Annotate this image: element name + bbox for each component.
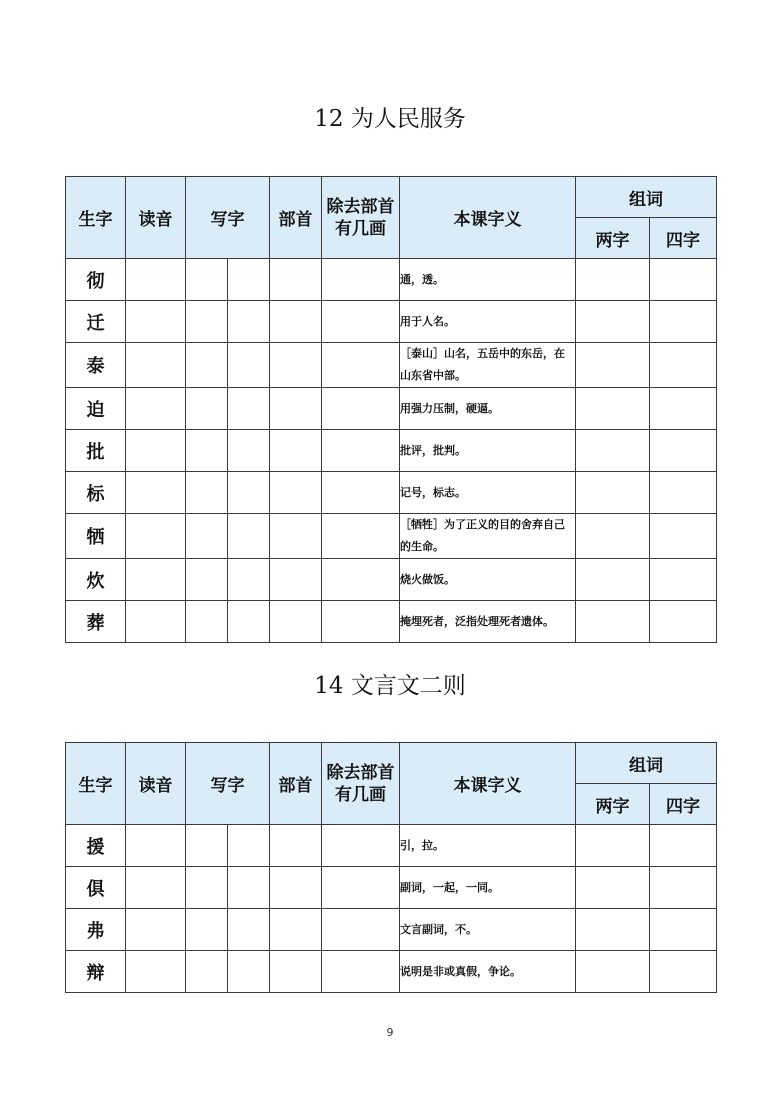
writing-cell-1[interactable] xyxy=(186,514,228,559)
writing-cell-1[interactable] xyxy=(186,343,228,388)
header-group xyxy=(66,743,717,825)
two-char-phrase-cell[interactable] xyxy=(576,343,650,388)
new-char-cell: 葬 xyxy=(66,601,126,643)
two-char-phrase-cell[interactable] xyxy=(576,559,650,601)
table-row xyxy=(66,867,717,909)
writing-cell-1[interactable] xyxy=(186,301,228,343)
strokes-cell[interactable] xyxy=(322,514,400,559)
four-char-phrase-cell[interactable] xyxy=(650,388,717,430)
pronunciation-cell[interactable] xyxy=(126,867,186,909)
writing-cell-1[interactable] xyxy=(186,951,228,993)
table-row xyxy=(66,388,717,430)
header-strokes: 除去部首有几画 xyxy=(322,743,400,825)
writing-cell-2[interactable] xyxy=(228,514,270,559)
writing-cell-1[interactable] xyxy=(186,388,228,430)
four-char-phrase-cell[interactable] xyxy=(650,867,717,909)
two-char-phrase-cell[interactable] xyxy=(576,601,650,643)
strokes-cell[interactable] xyxy=(322,909,400,951)
header-phrases: 组词 xyxy=(576,177,717,218)
writing-cell-1[interactable] xyxy=(186,867,228,909)
radical-cell[interactable] xyxy=(270,909,322,951)
pronunciation-cell[interactable] xyxy=(126,388,186,430)
writing-cell-2[interactable] xyxy=(228,388,270,430)
strokes-cell[interactable] xyxy=(322,388,400,430)
pronunciation-cell[interactable] xyxy=(126,259,186,301)
pronunciation-cell[interactable] xyxy=(126,559,186,601)
radical-cell[interactable] xyxy=(270,825,322,867)
header-radical: 部首 xyxy=(270,177,322,259)
meaning-cell: 记号，标志。 xyxy=(400,472,576,514)
header-four-char: 四字 xyxy=(650,218,717,259)
new-char-cell: 牺 xyxy=(66,514,126,559)
new-char-cell: 迫 xyxy=(66,388,126,430)
meaning-cell: 用强力压制，硬逼。 xyxy=(400,388,576,430)
header-meaning: 本课字义 xyxy=(400,743,576,825)
pronunciation-cell[interactable] xyxy=(126,430,186,472)
table-row xyxy=(66,301,717,343)
two-char-phrase-cell[interactable] xyxy=(576,259,650,301)
four-char-phrase-cell[interactable] xyxy=(650,909,717,951)
pronunciation-cell[interactable] xyxy=(126,601,186,643)
four-char-phrase-cell[interactable] xyxy=(650,601,717,643)
radical-cell[interactable] xyxy=(270,601,322,643)
new-char-cell: 泰 xyxy=(66,343,126,388)
two-char-phrase-cell[interactable] xyxy=(576,301,650,343)
new-char-cell: 援 xyxy=(66,825,126,867)
strokes-cell[interactable] xyxy=(322,301,400,343)
two-char-phrase-cell[interactable] xyxy=(576,472,650,514)
strokes-cell[interactable] xyxy=(322,601,400,643)
meaning-cell: ［牺牲］为了正义的目的舍弃自己的生命。 xyxy=(400,514,576,559)
radical-cell[interactable] xyxy=(270,301,322,343)
header-new-char: 生字 xyxy=(66,177,126,259)
four-char-phrase-cell[interactable] xyxy=(650,559,717,601)
header-two-char: 两字 xyxy=(576,784,650,825)
vocab-table-lesson-12 xyxy=(65,176,717,643)
table-row xyxy=(66,951,717,993)
header-four-char: 四字 xyxy=(650,784,717,825)
two-char-phrase-cell[interactable] xyxy=(576,909,650,951)
new-char-cell: 彻 xyxy=(66,259,126,301)
four-char-phrase-cell[interactable] xyxy=(650,951,717,993)
header-pronunciation: 读音 xyxy=(126,177,186,259)
two-char-phrase-cell[interactable] xyxy=(576,951,650,993)
table-row xyxy=(66,601,717,643)
writing-cell-1[interactable] xyxy=(186,472,228,514)
meaning-cell: 烧火做饭。 xyxy=(400,559,576,601)
table-body xyxy=(66,825,717,993)
new-char-cell: 批 xyxy=(66,430,126,472)
writing-cell-1[interactable] xyxy=(186,559,228,601)
two-char-phrase-cell[interactable] xyxy=(576,514,650,559)
vocab-table-lesson-14 xyxy=(65,742,717,993)
strokes-cell[interactable] xyxy=(322,472,400,514)
page-number: 9 xyxy=(386,1026,394,1039)
header-meaning: 本课字义 xyxy=(400,177,576,259)
meaning-cell: 文言副词，不。 xyxy=(400,909,576,951)
meaning-cell: 副词，一起，一同。 xyxy=(400,867,576,909)
table-row xyxy=(66,259,717,301)
radical-cell[interactable] xyxy=(270,430,322,472)
two-char-phrase-cell[interactable] xyxy=(576,867,650,909)
meaning-cell: 用于人名。 xyxy=(400,301,576,343)
meaning-cell: 掩埋死者，泛指处理死者遗体。 xyxy=(400,601,576,643)
radical-cell[interactable] xyxy=(270,951,322,993)
four-char-phrase-cell[interactable] xyxy=(650,343,717,388)
pronunciation-cell[interactable] xyxy=(126,951,186,993)
writing-cell-2[interactable] xyxy=(228,951,270,993)
header-writing: 写字 xyxy=(186,177,270,259)
table-row xyxy=(66,472,717,514)
writing-cell-1[interactable] xyxy=(186,601,228,643)
writing-cell-1[interactable] xyxy=(186,825,228,867)
header-new-char: 生字 xyxy=(66,743,126,825)
writing-cell-2[interactable] xyxy=(228,601,270,643)
writing-cell-2[interactable] xyxy=(228,559,270,601)
strokes-cell[interactable] xyxy=(322,951,400,993)
four-char-phrase-cell[interactable] xyxy=(650,301,717,343)
meaning-cell: 通，透。 xyxy=(400,259,576,301)
meaning-cell: ［泰山］山名，五岳中的东岳，在山东省中部。 xyxy=(400,343,576,388)
table-body xyxy=(66,259,717,643)
two-char-phrase-cell[interactable] xyxy=(576,825,650,867)
strokes-cell[interactable] xyxy=(322,259,400,301)
writing-cell-2[interactable] xyxy=(228,259,270,301)
four-char-phrase-cell[interactable] xyxy=(650,825,717,867)
header-strokes: 除去部首有几画 xyxy=(322,177,400,259)
writing-cell-2[interactable] xyxy=(228,472,270,514)
four-char-phrase-cell[interactable] xyxy=(650,472,717,514)
writing-cell-2[interactable] xyxy=(228,430,270,472)
new-char-cell: 标 xyxy=(66,472,126,514)
section-title-lesson-14: 14 文言文二则 xyxy=(314,673,466,699)
writing-cell-1[interactable] xyxy=(186,430,228,472)
radical-cell[interactable] xyxy=(270,388,322,430)
new-char-cell: 辩 xyxy=(66,951,126,993)
four-char-phrase-cell[interactable] xyxy=(650,514,717,559)
strokes-cell[interactable] xyxy=(322,430,400,472)
meaning-cell: 引，拉。 xyxy=(400,825,576,867)
table-row xyxy=(66,559,717,601)
radical-cell[interactable] xyxy=(270,259,322,301)
writing-cell-2[interactable] xyxy=(228,343,270,388)
radical-cell[interactable] xyxy=(270,514,322,559)
header-writing: 写字 xyxy=(186,743,270,825)
radical-cell[interactable] xyxy=(270,867,322,909)
header-group xyxy=(66,177,717,259)
writing-cell-2[interactable] xyxy=(228,301,270,343)
table-row xyxy=(66,514,717,559)
two-char-phrase-cell[interactable] xyxy=(576,388,650,430)
meaning-cell: 批评，批判。 xyxy=(400,430,576,472)
strokes-cell[interactable] xyxy=(322,559,400,601)
pronunciation-cell[interactable] xyxy=(126,514,186,559)
table-row xyxy=(66,825,717,867)
writing-cell-2[interactable] xyxy=(228,867,270,909)
table-row xyxy=(66,430,717,472)
writing-cell-2[interactable] xyxy=(228,909,270,951)
strokes-cell[interactable] xyxy=(322,343,400,388)
meaning-cell: 说明是非或真假，争论。 xyxy=(400,951,576,993)
writing-cell-1[interactable] xyxy=(186,259,228,301)
four-char-phrase-cell[interactable] xyxy=(650,430,717,472)
pronunciation-cell[interactable] xyxy=(126,343,186,388)
pronunciation-cell[interactable] xyxy=(126,301,186,343)
strokes-cell[interactable] xyxy=(322,867,400,909)
radical-cell[interactable] xyxy=(270,559,322,601)
four-char-phrase-cell[interactable] xyxy=(650,259,717,301)
pronunciation-cell[interactable] xyxy=(126,472,186,514)
header-phrases: 组词 xyxy=(576,743,717,784)
new-char-cell: 弗 xyxy=(66,909,126,951)
header-radical: 部首 xyxy=(270,743,322,825)
writing-cell-2[interactable] xyxy=(228,825,270,867)
table-row xyxy=(66,343,717,388)
header-two-char: 两字 xyxy=(576,218,650,259)
pronunciation-cell[interactable] xyxy=(126,825,186,867)
strokes-cell[interactable] xyxy=(322,825,400,867)
two-char-phrase-cell[interactable] xyxy=(576,430,650,472)
header-pronunciation: 读音 xyxy=(126,743,186,825)
new-char-cell: 俱 xyxy=(66,867,126,909)
table-row xyxy=(66,909,717,951)
section-title-lesson-12: 12 为人民服务 xyxy=(314,106,466,132)
radical-cell[interactable] xyxy=(270,472,322,514)
radical-cell[interactable] xyxy=(270,343,322,388)
writing-cell-1[interactable] xyxy=(186,909,228,951)
pronunciation-cell[interactable] xyxy=(126,909,186,951)
new-char-cell: 炊 xyxy=(66,559,126,601)
new-char-cell: 迁 xyxy=(66,301,126,343)
